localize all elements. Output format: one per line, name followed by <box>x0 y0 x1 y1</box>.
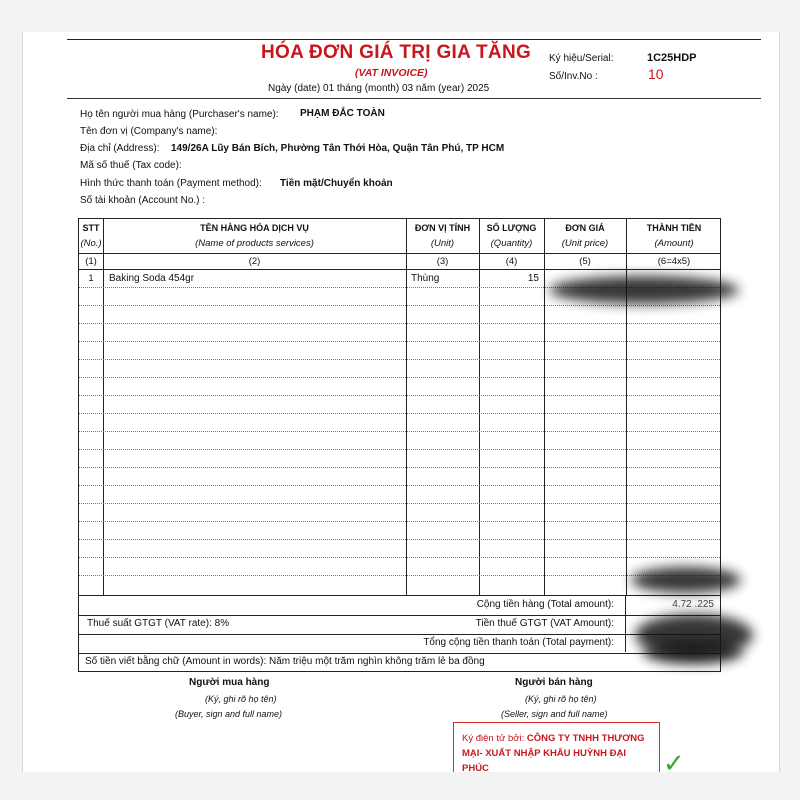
totals-section <box>78 596 721 672</box>
row-product-name: Baking Soda 454gr <box>109 273 195 284</box>
serial-label: Ký hiệu/Serial: <box>549 53 614 64</box>
redaction-blur <box>549 276 739 304</box>
total-amount-label: Cộng tiền hàng (Total amount): <box>476 599 614 610</box>
col-index-6: (6=4x5) <box>657 256 691 267</box>
col-header-unit: ĐƠN VỊ TÍNH <box>414 223 471 233</box>
invoice-subtitle: (VAT INVOICE) <box>355 67 428 79</box>
serial-value: 1C25HDP <box>647 52 697 64</box>
col-index-4: (4) <box>505 256 518 267</box>
seller-sign-sub: (Ký, ghi rõ họ tên) <box>525 694 597 704</box>
col-index-1: (1) <box>85 256 97 267</box>
col-index-5: (5) <box>579 256 591 267</box>
col-header-qty-en: (Quantity) <box>490 238 533 249</box>
amount-in-words: Số tiền viết bằng chữ (Amount in words): Năm triệu một trăm nghìn không trăm lẻ ba đồng <box>85 656 485 667</box>
invoice-no-value: 10 <box>648 66 664 82</box>
purchaser-label: Họ tên người mua hàng (Purchaser's name): <box>80 109 279 120</box>
col-header-unit-en: (Unit) <box>430 238 455 249</box>
col-header-price: ĐƠN GIÁ <box>565 223 605 233</box>
payment-method-value: Tiền mặt/Chuyển khoản <box>280 178 393 189</box>
invoice-page <box>22 32 780 772</box>
col-header-amount-en: (Amount) <box>654 238 694 249</box>
col-header-name: TÊN HÀNG HÓA DỊCH VỤ <box>200 223 309 233</box>
signed-by-company: CÔNG TY TNHH THƯƠNG MẠI- XUẤT NHẬP KHẨU HUỲNH ĐẠI PHÚC <box>462 733 645 772</box>
vat-rate: Thuế suất GTGT (VAT rate): 8% <box>87 618 230 629</box>
col-header-no-en: (No.) <box>80 238 102 249</box>
address-value: 149/26A Lũy Bán Bích, Phường Tân Thới Hòa, Quận Tân Phú, TP HCM <box>171 143 505 154</box>
account-label: Số tài khoản (Account No.) : <box>80 195 206 206</box>
buyer-sign-sub: (Ký, ghi rõ họ tên) <box>205 694 277 704</box>
header-rule <box>67 98 761 99</box>
tax-code-label: Mã số thuế (Tax code): <box>80 160 182 171</box>
digital-signature-box <box>453 722 660 772</box>
check-mark-icon: ✓ <box>663 748 685 772</box>
col-header-price-en: (Unit price) <box>561 238 609 249</box>
signed-by-label: Ký điện tử bởi: <box>462 733 525 744</box>
row-quantity: 15 <box>527 273 539 284</box>
col-index-3: (3) <box>436 256 449 267</box>
row-no: 1 <box>88 273 94 284</box>
total-amount-value: 4.72 .225 <box>672 599 714 610</box>
col-header-name-en: (Name of products services) <box>195 238 314 249</box>
company-label: Tên đơn vị (Company's name): <box>80 126 218 137</box>
invoice-no-label: Số/Inv.No : <box>549 71 598 82</box>
buyer-sign-en: (Buyer, sign and full name) <box>175 709 283 719</box>
col-header-qty: SỐ LƯỢNG <box>486 223 537 233</box>
col-header-amount: THÀNH TIỀN <box>646 223 702 233</box>
purchaser-name: PHẠM ĐẮC TOÀN <box>300 108 385 119</box>
address-label: Địa chỉ (Address): <box>80 143 160 154</box>
seller-sign-en: (Seller, sign and full name) <box>501 709 608 719</box>
buyer-sign-title: Người mua hàng <box>189 677 270 688</box>
col-index-2: (2) <box>248 256 261 267</box>
top-rule <box>67 39 761 40</box>
invoice-title: HÓA ĐƠN GIÁ TRỊ GIA TĂNG <box>261 42 532 63</box>
total-payment-label: Tổng cộng tiền thanh toán (Total payment): <box>423 637 614 648</box>
seller-sign-title: Người bán hàng <box>515 677 593 688</box>
products-table <box>78 218 721 596</box>
redaction-blur <box>643 640 743 664</box>
vat-amount-label: Tiền thuế GTGT (VAT Amount): <box>475 618 614 629</box>
redaction-blur <box>631 567 741 593</box>
col-header-no: STT <box>82 223 100 233</box>
invoice-date: Ngày (date) 01 tháng (month) 03 năm (year) 2025 <box>268 83 490 94</box>
payment-method-label: Hình thức thanh toán (Payment method): <box>80 178 262 189</box>
row-unit: Thùng <box>411 273 440 284</box>
